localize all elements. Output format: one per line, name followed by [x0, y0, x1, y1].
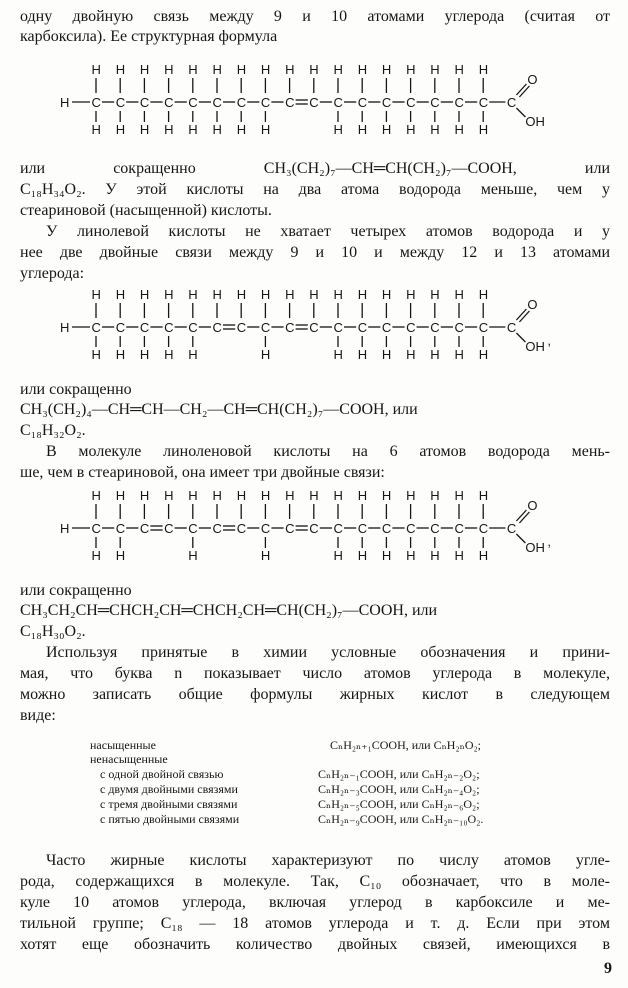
double-bond — [516, 510, 526, 521]
hydrogen-atom: H — [164, 122, 174, 137]
hydrogen-atom: H — [188, 122, 198, 137]
gen-formula: CₙH₂ₙ₋₃COOH, или CₙH₂ₙ₋₄O₂; — [318, 782, 480, 796]
hydrogen-atom: H — [188, 488, 198, 503]
hydrogen-atom: H — [164, 62, 174, 77]
hydrogen-atom: H — [381, 287, 392, 302]
carbon-atom: C — [115, 521, 126, 536]
hydrogen-atom: H — [381, 548, 392, 563]
page-number: 9 — [604, 960, 612, 977]
carbon-atom: C — [91, 521, 101, 536]
hydrogen-atom: H — [188, 287, 198, 302]
hydrogen-atom: H — [115, 62, 126, 77]
text-line: или сокращенно — [20, 381, 132, 398]
hydrogen-atom: H — [188, 347, 198, 362]
hydrogen-atom: H — [454, 122, 464, 137]
hydrogen-atom: H — [406, 548, 416, 563]
text-line: виде: — [20, 707, 56, 724]
hydrogen-atom: H — [91, 488, 101, 503]
hydrogen-atom: H — [212, 488, 222, 503]
hydrogen-atom: H — [406, 287, 416, 302]
hydrogen-atom: H — [115, 122, 126, 137]
hydrogen-atom: H — [60, 95, 70, 110]
carbon-atom: C — [188, 95, 198, 110]
hydrogen-atom: H — [333, 548, 343, 563]
gen-formula: CₙH₂ₙ₋₉COOH, или CₙH₂ₙ₋₁₀O₂. — [318, 812, 484, 826]
hydrogen-atom: H — [430, 287, 440, 302]
carbon-atom: C — [164, 95, 174, 110]
hydrogen-atom: H — [188, 62, 198, 77]
carbon-atom: C — [260, 320, 271, 335]
hydrogen-atom: H — [406, 122, 416, 137]
gen-formula: CₙH₂ₙ₋₅COOH, или CₙH₂ₙ₋₆O₂; — [318, 797, 480, 811]
hydrogen-atom: H — [260, 62, 271, 77]
carbon-atom: C — [91, 320, 101, 335]
structural-formula-oleic — [0, 58, 628, 146]
hydrogen-atom: H — [357, 347, 368, 362]
hydrogen-atom: H — [115, 488, 126, 503]
hydrogen-atom: H — [139, 122, 150, 137]
carbon-atom: C — [357, 95, 368, 110]
gen-label: с пятью двойными связями — [100, 812, 240, 826]
hydrogen-atom: H — [381, 488, 392, 503]
carbon-atom: C — [454, 95, 464, 110]
text-line: Часто жирные кислоты характеризуют по числу атомов угле- — [46, 852, 610, 869]
text-line: мая, что буква n показывает число атомов углерода в молекуле, — [20, 665, 610, 682]
hydrogen-atom: H — [357, 548, 368, 563]
hydrogen-atom: H — [236, 122, 247, 137]
hydrogen-atom: H — [115, 347, 126, 362]
hydrogen-atom: H — [139, 62, 150, 77]
gen-label: с одной двойной связью — [100, 767, 224, 781]
text-line: ше, чем в стеариновой, она имеет три двойные связи: — [20, 464, 385, 481]
hydrogen-atom: H — [91, 287, 101, 302]
text-line: карбоксила). Ее структурная формула — [20, 28, 278, 45]
hydrogen-atom: H — [478, 548, 489, 563]
hydrogen-atom: H — [478, 488, 489, 503]
hydrogen-atom: H — [91, 347, 101, 362]
text-line: нее две двойные связи между 9 и 10 и между 12 и 13 атомами — [20, 244, 610, 261]
carbon-atom: C — [381, 521, 392, 536]
carbon-atom: C — [285, 521, 295, 536]
carbon-atom: C — [309, 95, 319, 110]
hydrogen-atom: H — [236, 488, 247, 503]
hydrogen-atom: H — [333, 347, 343, 362]
carbon-atom: C — [506, 95, 517, 110]
hydrogen-atom: H — [430, 488, 440, 503]
carbon-atom: C — [430, 521, 440, 536]
single-bond — [516, 333, 525, 342]
text-line: C₁₈H₃₂O₂. — [20, 422, 86, 439]
double-bond — [519, 311, 529, 322]
carbon-atom: C — [430, 95, 440, 110]
hydrogen-atom: H — [454, 548, 464, 563]
carbon-atom: C — [357, 320, 368, 335]
hydrogen-atom: H — [260, 347, 271, 362]
hydrogen-atom: H — [260, 287, 271, 302]
carbon-atom: C — [188, 320, 198, 335]
hydrogen-atom: H — [260, 548, 271, 563]
hydroxyl-group: OH — [525, 339, 545, 354]
carbon-atom: C — [333, 95, 343, 110]
hydrogen-atom: H — [60, 521, 70, 536]
hydrogen-atom: H — [260, 122, 271, 137]
carbon-atom: C — [406, 95, 416, 110]
hydrogen-atom: H — [357, 122, 368, 137]
carbon-atom: C — [406, 320, 416, 335]
carbon-atom: C — [333, 521, 343, 536]
hydrogen-atom: H — [333, 488, 343, 503]
hydrogen-atom: H — [212, 287, 222, 302]
formula-oleic-svg — [0, 58, 628, 146]
hydrogen-atom: H — [212, 62, 222, 77]
text-line: У линолевой кислоты не хватает четырех атомов водорода и у — [46, 223, 610, 240]
hydrogen-atom: H — [333, 122, 343, 137]
carbon-atom: C — [236, 95, 247, 110]
structural-formula-linolenic — [0, 484, 628, 572]
hydrogen-atom: H — [454, 287, 464, 302]
hydrogen-atom: H — [357, 488, 368, 503]
carbon-atom: C — [357, 521, 368, 536]
carbon-atom: C — [115, 95, 126, 110]
hydroxyl-group: OH — [525, 114, 545, 129]
double-bond — [519, 86, 529, 97]
hydrogen-atom: H — [164, 347, 174, 362]
text-line: углерода: — [20, 265, 85, 282]
text-line: стеариновой (насыщенной) кислоты. — [20, 202, 272, 219]
hydrogen-atom: H — [91, 548, 101, 563]
hydrogen-atom: H — [357, 62, 368, 77]
hydrogen-atom: H — [115, 548, 126, 563]
hydrogen-atom: H — [406, 62, 416, 77]
carbon-atom: C — [478, 320, 489, 335]
hydrogen-atom: H — [454, 62, 464, 77]
hydrogen-atom: H — [309, 287, 319, 302]
gen-formula: CₙH₂ₙ₊₁COOH, или CₙH₂ₙO₂; — [330, 738, 482, 752]
gen-label: насыщенные — [90, 738, 156, 752]
hydrogen-atom: H — [91, 62, 101, 77]
carbon-atom: C — [285, 95, 295, 110]
carbon-atom: C — [164, 320, 174, 335]
text-line: C₁₈H₃₄O₂. У этой кислоты на два атома водорода меньше, чем у — [20, 181, 610, 198]
carbon-atom: C — [309, 521, 319, 536]
hydroxyl-group: OH — [525, 540, 545, 555]
text-line: или сокращенно — [20, 582, 132, 599]
text-line: рода, содержащихся в молекуле. Так, C₁₀ обозначает, что в моле- — [20, 873, 610, 890]
carbon-atom: C — [506, 320, 517, 335]
hydrogen-atom: H — [236, 62, 247, 77]
carbon-atom: C — [236, 521, 247, 536]
hydrogen-atom: H — [381, 347, 392, 362]
hydrogen-atom: H — [115, 287, 126, 302]
hydrogen-atom: H — [139, 347, 150, 362]
hydrogen-atom: H — [236, 287, 247, 302]
text-line: В молекуле линоленовой кислоты на 6 атомов водорода мень- — [46, 443, 610, 460]
carbon-atom: C — [430, 320, 440, 335]
hydrogen-atom: H — [357, 287, 368, 302]
text-line: Используя принятые в химии условные обозначения и прини- — [46, 644, 610, 661]
carbon-atom: C — [454, 521, 464, 536]
carbon-atom: C — [139, 320, 150, 335]
hydrogen-atom: H — [430, 62, 440, 77]
hydrogen-atom: H — [285, 287, 295, 302]
hydrogen-atom: H — [139, 287, 150, 302]
carbon-atom: C — [406, 521, 416, 536]
formula-linoleic-svg — [0, 283, 628, 371]
hydrogen-atom: H — [381, 122, 392, 137]
carbon-atom: C — [260, 521, 271, 536]
hydrogen-atom: H — [381, 62, 392, 77]
carbon-atom: C — [478, 95, 489, 110]
oxygen-atom: O — [527, 297, 538, 312]
double-bond — [516, 84, 526, 95]
hydrogen-atom: H — [478, 287, 489, 302]
formula-linolenic-svg — [0, 484, 628, 572]
text-line: CH₃(CH₂)₄—CH═CH—CH₂—CH═CH(CH₂)₇—COOH, или — [20, 401, 418, 418]
hydrogen-atom: H — [309, 488, 319, 503]
carbon-atom: C — [309, 320, 319, 335]
hydrogen-atom: H — [188, 548, 198, 563]
hydrogen-atom: H — [164, 488, 174, 503]
carbon-atom: C — [381, 320, 392, 335]
single-bond — [516, 534, 525, 543]
hydrogen-atom: H — [260, 488, 271, 503]
oxygen-atom: O — [527, 498, 538, 513]
carbon-atom: C — [139, 95, 150, 110]
hydrogen-atom: H — [406, 347, 416, 362]
carbon-atom: C — [212, 320, 222, 335]
hydrogen-atom: H — [285, 62, 295, 77]
carbon-atom: C — [139, 521, 150, 536]
carbon-atom: C — [212, 95, 222, 110]
hydrogen-atom: H — [478, 62, 489, 77]
text-line: можно записать общие формулы жирных кислот в следующем — [20, 686, 610, 703]
text-line: одну двойную связь между 9 и 10 атомами углерода (считая от — [20, 8, 610, 25]
hydrogen-atom: H — [333, 62, 343, 77]
text-line: C₁₈H₃₀O₂. — [20, 623, 86, 640]
hydrogen-atom: H — [60, 320, 70, 335]
comma: , — [547, 333, 552, 348]
hydrogen-atom: H — [309, 62, 319, 77]
carbon-atom: C — [164, 521, 174, 536]
carbon-atom: C — [212, 521, 222, 536]
text-line: или сокращенно CH₃(CH₂)₇—CH═CH(CH₂)₇—COOH, или — [20, 160, 610, 177]
hydrogen-atom: H — [333, 287, 343, 302]
hydrogen-atom: H — [430, 347, 440, 362]
hydrogen-atom: H — [285, 488, 295, 503]
carbon-atom: C — [333, 320, 343, 335]
carbon-atom: C — [454, 320, 464, 335]
carbon-atom: C — [381, 95, 392, 110]
hydrogen-atom: H — [430, 122, 440, 137]
carbon-atom: C — [236, 320, 247, 335]
structural-formula-linoleic — [0, 283, 628, 371]
comma: , — [547, 534, 552, 549]
double-bond — [516, 309, 526, 320]
text-line: CH₃CH₂CH═CHCH₂CH═CHCH₂CH═CH(CH₂)₇—COOH, или — [20, 602, 438, 619]
carbon-atom: C — [91, 95, 101, 110]
gen-label: с двумя двойными связями — [100, 782, 238, 796]
hydrogen-atom: H — [478, 347, 489, 362]
gen-label: с тремя двойными связями — [100, 797, 238, 811]
oxygen-atom: O — [527, 72, 538, 87]
double-bond — [519, 512, 529, 523]
single-bond — [516, 108, 525, 117]
hydrogen-atom: H — [454, 488, 464, 503]
text-line: куле 10 атомов углерода, включая углерод в карбоксиле и ме- — [20, 894, 610, 911]
hydrogen-atom: H — [454, 347, 464, 362]
gen-formula: CₙH₂ₙ₋₁COOH, или CₙH₂ₙ₋₂O₂; — [318, 767, 480, 781]
text-line: хотят еще обозначить количество двойных связей, имеющихся в — [20, 936, 610, 953]
hydrogen-atom: H — [406, 488, 416, 503]
hydrogen-atom: H — [91, 122, 101, 137]
hydrogen-atom: H — [478, 122, 489, 137]
carbon-atom: C — [115, 320, 126, 335]
hydrogen-atom: H — [430, 548, 440, 563]
carbon-atom: C — [478, 521, 489, 536]
carbon-atom: C — [188, 521, 198, 536]
hydrogen-atom: H — [164, 287, 174, 302]
hydrogen-atom: H — [212, 122, 222, 137]
gen-label: ненасыщенные — [90, 752, 168, 766]
hydrogen-atom: H — [139, 488, 150, 503]
text-line: тильной группе; C₁₈ — 18 атомов углерода и т. д. Если при этом — [20, 915, 610, 932]
carbon-atom: C — [285, 320, 295, 335]
carbon-atom: C — [260, 95, 271, 110]
carbon-atom: C — [506, 521, 517, 536]
